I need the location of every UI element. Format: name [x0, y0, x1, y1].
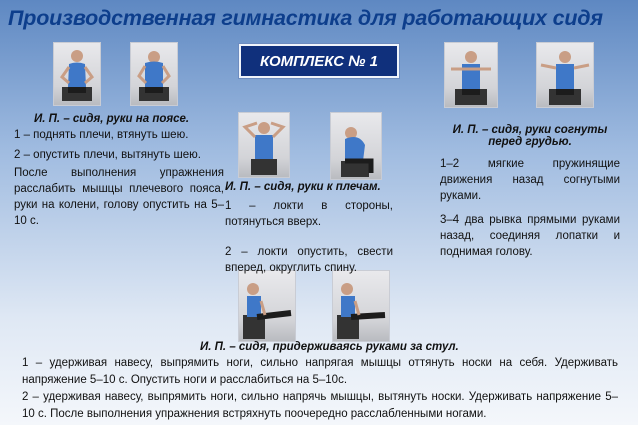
exercise3-caption-line2: перед грудью. — [488, 136, 572, 148]
exercise4-photo-b — [332, 270, 390, 342]
exercise3-photo-a — [444, 42, 498, 108]
exercise2-step2: 2 – локти опустить, свести вперед, округлить спину. — [225, 246, 393, 274]
exercise2-caption: И. П. – сидя, руки к плечам. — [225, 181, 381, 193]
exercise3-photo-b — [536, 42, 594, 108]
exercise1-note: После выполнения упражнения расслабить мышцы плечевого пояса, руки на колени, голову опустить на 5–10 с. — [14, 167, 224, 227]
exercise4-photo-a — [238, 270, 296, 342]
exercise1-text — [14, 127, 224, 233]
exercise1-step1: 1 – поднять плечи, втянуть шею. — [14, 129, 189, 141]
exercise3-caption — [440, 124, 620, 148]
exercise2-photo-b — [330, 112, 382, 180]
exercise3-step1: 1–2 мягкие пружинящие движения назад согнутыми руками. — [440, 158, 620, 202]
exercise3-text — [440, 156, 620, 264]
page-title: Производственная гимнастика для работающих сидя — [8, 6, 603, 30]
exercise4-caption: И. П. – сидя, придерживаясь руками за стул. — [200, 341, 459, 353]
exercise1-caption: И. П. – сидя, руки на поясе. — [34, 113, 190, 125]
exercise3-step2: 3–4 два рывка прямыми руками назад, соединяя лопатки и поднимая голову. — [440, 214, 620, 258]
exercise4-text — [22, 355, 618, 423]
exercise2-photo-a — [238, 112, 290, 178]
exercise2-step1: 1 – локти в стороны, потянуться вверх. — [225, 200, 393, 228]
exercise2-text — [225, 198, 393, 280]
exercise1-photo-b — [130, 42, 178, 106]
exercise4-step1: 1 – удерживая навесу, выпрямить ноги, сильно напрягая мышцы оттянуть носки на себя. Удерживать напряжение 5–10 с. Опустить ноги и расслабиться на 5–10с. — [22, 357, 618, 386]
exercise4-step2: 2 – удерживая навесу, выпрямить ноги, сильно напрячь мышцы, вытянуть носки. Удерживать напряжение 5–10 с. После выполнения упражнения встряхнуть поочередно расслабленными ногами. — [22, 391, 618, 420]
exercise1-photo-a — [53, 42, 101, 106]
complex-badge: КОМПЛЕКС № 1 — [239, 44, 399, 78]
exercise3-caption-line1: И. П. – сидя, руки согнуты — [452, 124, 608, 136]
exercise1-step2: 2 – опустить плечи, вытянуть шею. — [14, 149, 201, 161]
